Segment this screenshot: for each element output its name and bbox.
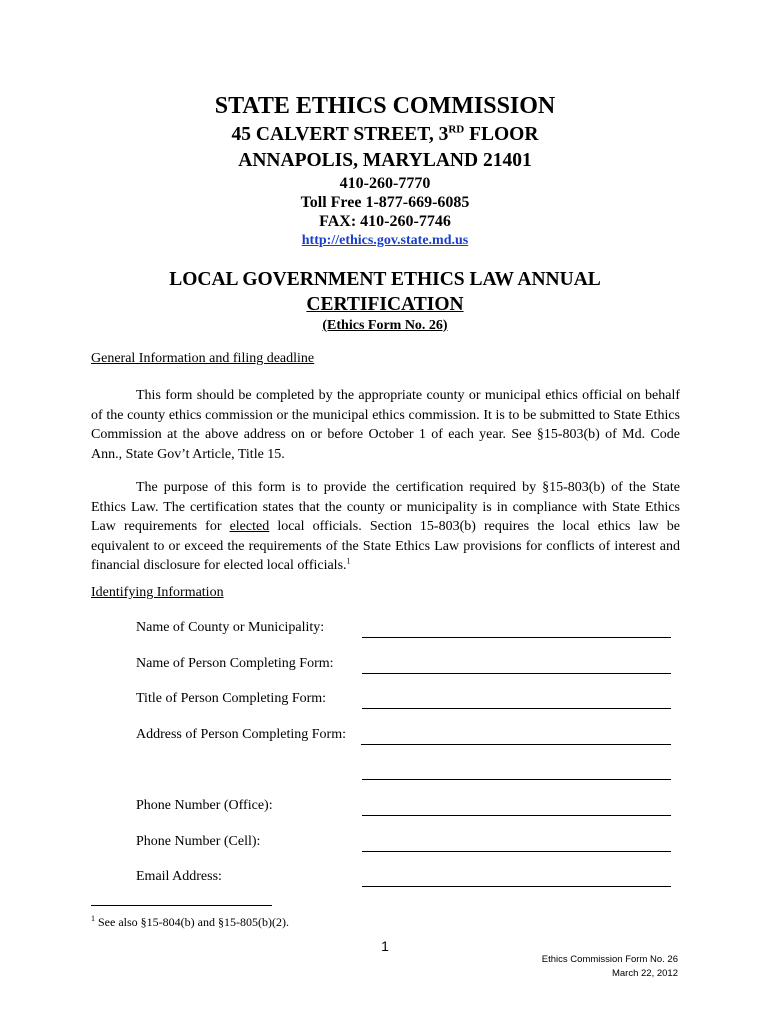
- phone-number: 410-260-7770: [339, 175, 431, 192]
- street-prefix: 45 CALVERT STREET, 3: [231, 124, 449, 145]
- field-county-municipality[interactable]: [136, 620, 681, 640]
- field-label: Phone Number (Office):: [136, 798, 273, 813]
- form-reference-date: March 22, 2012: [611, 968, 678, 979]
- field-label: Email Address:: [136, 869, 222, 884]
- para2-text-a: The purpose of this form is to provide the certification required by §15-803(b) of the State Ethics Law. The certification states that the county or municipality is in compliance with State Ethics Law requirements for: [91, 480, 680, 534]
- field-label: Title of Person Completing Form:: [136, 691, 327, 706]
- street-suffix: FLOOR: [464, 124, 539, 145]
- fill-line[interactable]: [362, 708, 671, 709]
- form-reference: [542, 953, 678, 981]
- field-label: Name of Person Completing Form:: [136, 656, 334, 671]
- footnote-reference: 1: [346, 556, 351, 566]
- para2-text-b: local officials. Section 15-803(b) requires the local ethics law be equivalent to or exceed the requirements of the State Ethics Law provisions for conflicts of interest and financial disclosure for elected local officials.: [91, 519, 680, 573]
- form-title-line2: CERTIFICATION: [306, 294, 464, 315]
- fax-number: FAX: 410-260-7746: [319, 213, 451, 230]
- footnote: [91, 915, 289, 930]
- toll-free-number: Toll Free 1-877-669-6085: [300, 194, 470, 211]
- field-label: Phone Number (Cell):: [136, 834, 261, 849]
- identifying-info-heading: Identifying Information: [91, 585, 224, 600]
- footnote-divider: [91, 905, 272, 906]
- street-superscript: RD: [448, 123, 465, 136]
- general-paragraph-2: [91, 478, 680, 576]
- field-person-address[interactable]: [136, 727, 681, 747]
- fill-line[interactable]: [362, 815, 671, 816]
- form-title-line1: LOCAL GOVERNMENT ETHICS LAW ANNUAL: [169, 269, 601, 290]
- fill-line[interactable]: [362, 637, 671, 638]
- fill-line[interactable]: [362, 779, 671, 780]
- form-subtitle: (Ethics Form No. 26): [322, 318, 448, 333]
- field-phone-office[interactable]: [136, 798, 681, 818]
- page-number: 1: [381, 938, 389, 954]
- field-label: Address of Person Completing Form:: [136, 727, 346, 742]
- org-title: STATE ETHICS COMMISSION: [214, 93, 556, 119]
- street-address: [0, 124, 770, 146]
- field-person-address-line2[interactable]: [136, 762, 681, 782]
- field-email[interactable]: [136, 869, 681, 889]
- fill-line[interactable]: [362, 673, 671, 674]
- fill-line[interactable]: [361, 744, 671, 745]
- footnote-mark: 1: [91, 914, 95, 923]
- footnote-text: See also §15-804(b) and §15-805(b)(2).: [95, 915, 289, 929]
- fill-line[interactable]: [362, 886, 671, 887]
- field-person-title[interactable]: [136, 691, 681, 711]
- fill-line[interactable]: [362, 851, 671, 852]
- general-paragraph-1: This form should be completed by the appropriate county or municipal ethics official on behalf of the county ethics commission or the municipal ethics commission. It is to be submitted to State Ethics Commission at the above address on or before October 1 of each year. See §15-803(b) of Md. Code Ann., State Gov’t Article, Title 15.: [91, 388, 680, 462]
- city-address: ANNAPOLIS, MARYLAND 21401: [238, 150, 532, 171]
- para2-underlined-word: elected: [229, 519, 270, 534]
- general-info-heading: General Information and filing deadline: [91, 351, 315, 366]
- field-person-name[interactable]: [136, 656, 681, 676]
- field-phone-cell[interactable]: [136, 834, 681, 854]
- field-label: Name of County or Municipality:: [136, 620, 325, 635]
- form-reference-name: Ethics Commission Form No. 26: [541, 954, 678, 965]
- website-link[interactable]: http://ethics.gov.state.md.us: [301, 233, 469, 248]
